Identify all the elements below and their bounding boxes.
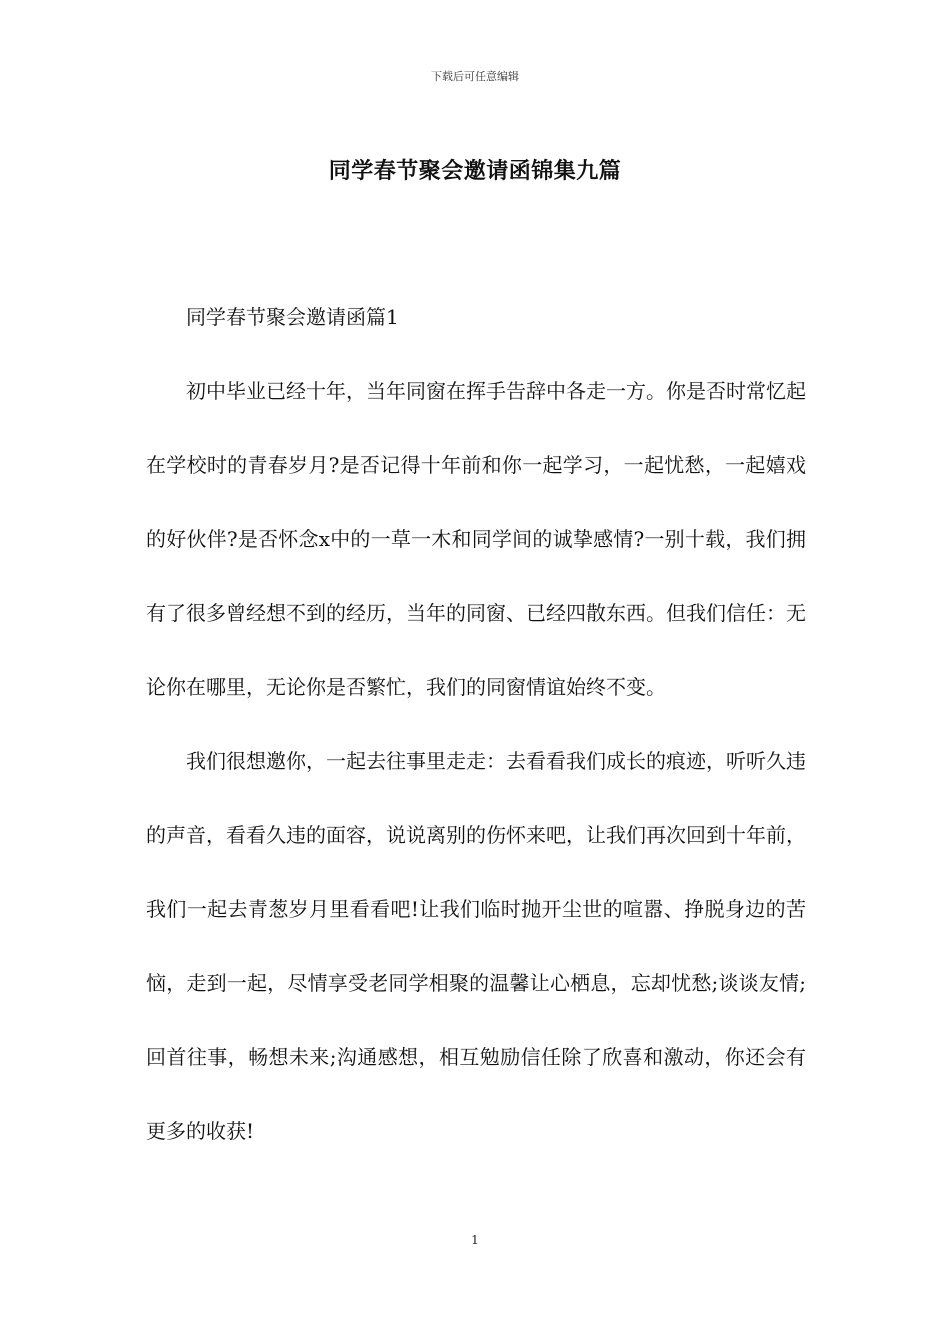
section-heading: 同学春节聚会邀请函篇1 [186, 305, 399, 329]
document-body [146, 280, 806, 1168]
page-number: 1 [471, 1233, 479, 1247]
paragraph-1: 初中毕业已经十年，当年同窗在挥手告辞中各走一方。你是否时常忆起在学校时的青春岁月?是否记得十年前和你一起学习，一起忧愁，一起嬉戏的好伙伴?是否怀念x中的一草一木和同学间的诚挚感情?一别十载，我们拥有了很多曾经想不到的经历，当年的同窗、已经四散东西。但我们信任：无论你在哪里，无论你是否繁忙，我们的同窗情谊始终不变。 [146, 379, 806, 699]
document-title: 同学春节聚会邀请函锦集九篇 [328, 158, 622, 184]
header-note: 下载后可任意编辑 [431, 70, 519, 83]
paragraph-2: 我们很想邀你，一起去往事里走走：去看看我们成长的痕迹，听听久违的声音，看看久违的面容，说说离别的伤怀来吧，让我们再次回到十年前，我们一起去青葱岁月里看看吧!让我们临时抛开尘世的喧嚣、挣脱身边的苦恼，走到一起，尽情享受老同学相聚的温馨让心栖息，忘却忧愁;谈谈友情;回首往事，畅想未来;沟通感想，相互勉励信任除了欣喜和激动，你还会有更多的收获! [146, 749, 806, 1143]
